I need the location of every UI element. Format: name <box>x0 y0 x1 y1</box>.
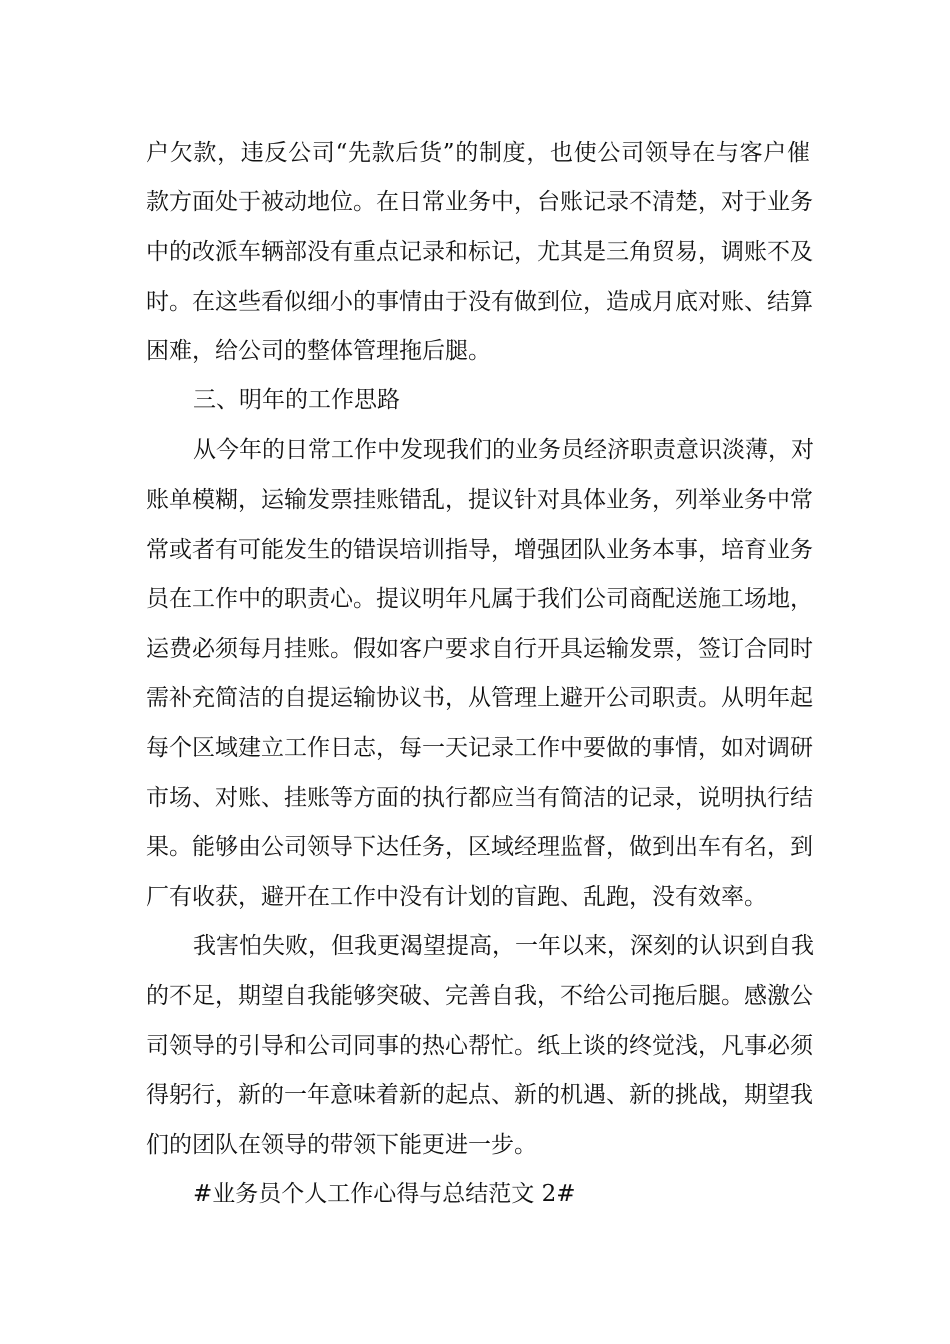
paragraph-line: 的不足，期望自我能够突破、完善自我，不给公司拖后腿。感激公 <box>146 983 813 1009</box>
paragraph-line: 厂有收获，避开在工作中没有计划的盲跑、乱跑，没有效率。 <box>146 884 767 910</box>
section-heading: 三、明年的工作思路 <box>193 387 400 413</box>
paragraph-line: 常或者有可能发生的错误培训指导，增强团队业务本事，培育业务 <box>146 537 813 563</box>
paragraph-line: 款方面处于被动地位。在日常业务中，台账记录不清楚，对于业务 <box>146 189 813 215</box>
paragraph-line: 市场、对账、挂账等方面的执行都应当有简洁的记录，说明执行结 <box>146 785 813 811</box>
paragraph-line: 困难，给公司的整体管理拖后腿。 <box>146 338 491 364</box>
paragraph-line: 户欠款，违反公司“先款后货”的制度，也使公司领导在与客户催 <box>146 140 810 166</box>
paragraph-line: 需补充简洁的自提运输协议书，从管理上避开公司职责。从明年起 <box>146 685 813 711</box>
paragraph-line: 中的改派车辆部没有重点记录和标记，尤其是三角贸易，调账不及 <box>146 239 813 265</box>
paragraph-line: 果。能够由公司领导下达任务，区域经理监督，做到出车有名，到 <box>146 834 813 860</box>
next-article-title: #业务员个人工作心得与总结范文 2# <box>193 1181 576 1207</box>
paragraph-line: 运费必须每月挂账。假如客户要求自行开具运输发票，签订合同时 <box>146 636 813 662</box>
paragraph-line: 司领导的引导和公司同事的热心帮忙。纸上谈的终觉浅，凡事必须 <box>146 1033 813 1059</box>
paragraph-line: 时。在这些看似细小的事情由于没有做到位，造成月底对账、结算 <box>146 289 813 315</box>
paragraph-line: 员在工作中的职责心。提议明年凡属于我们公司商配送施工场地， <box>146 586 813 612</box>
paragraph-line: 每个区域建立工作日志，每一天记录工作中要做的事情，如对调研 <box>146 735 813 761</box>
paragraph-line: 得躬行，新的一年意味着新的起点、新的机遇、新的挑战，期望我 <box>146 1082 813 1108</box>
paragraph-line: 账单模糊，运输发票挂账错乱，提议针对具体业务，列举业务中常 <box>146 487 813 513</box>
paragraph-line: 们的团队在领导的带领下能更进一步。 <box>146 1132 537 1158</box>
paragraph-line: 我害怕失败，但我更渴望提高，一年以来，深刻的认识到自我 <box>193 933 814 959</box>
paragraph-line: 从今年的日常工作中发现我们的业务员经济职责意识淡薄，对 <box>193 437 814 463</box>
